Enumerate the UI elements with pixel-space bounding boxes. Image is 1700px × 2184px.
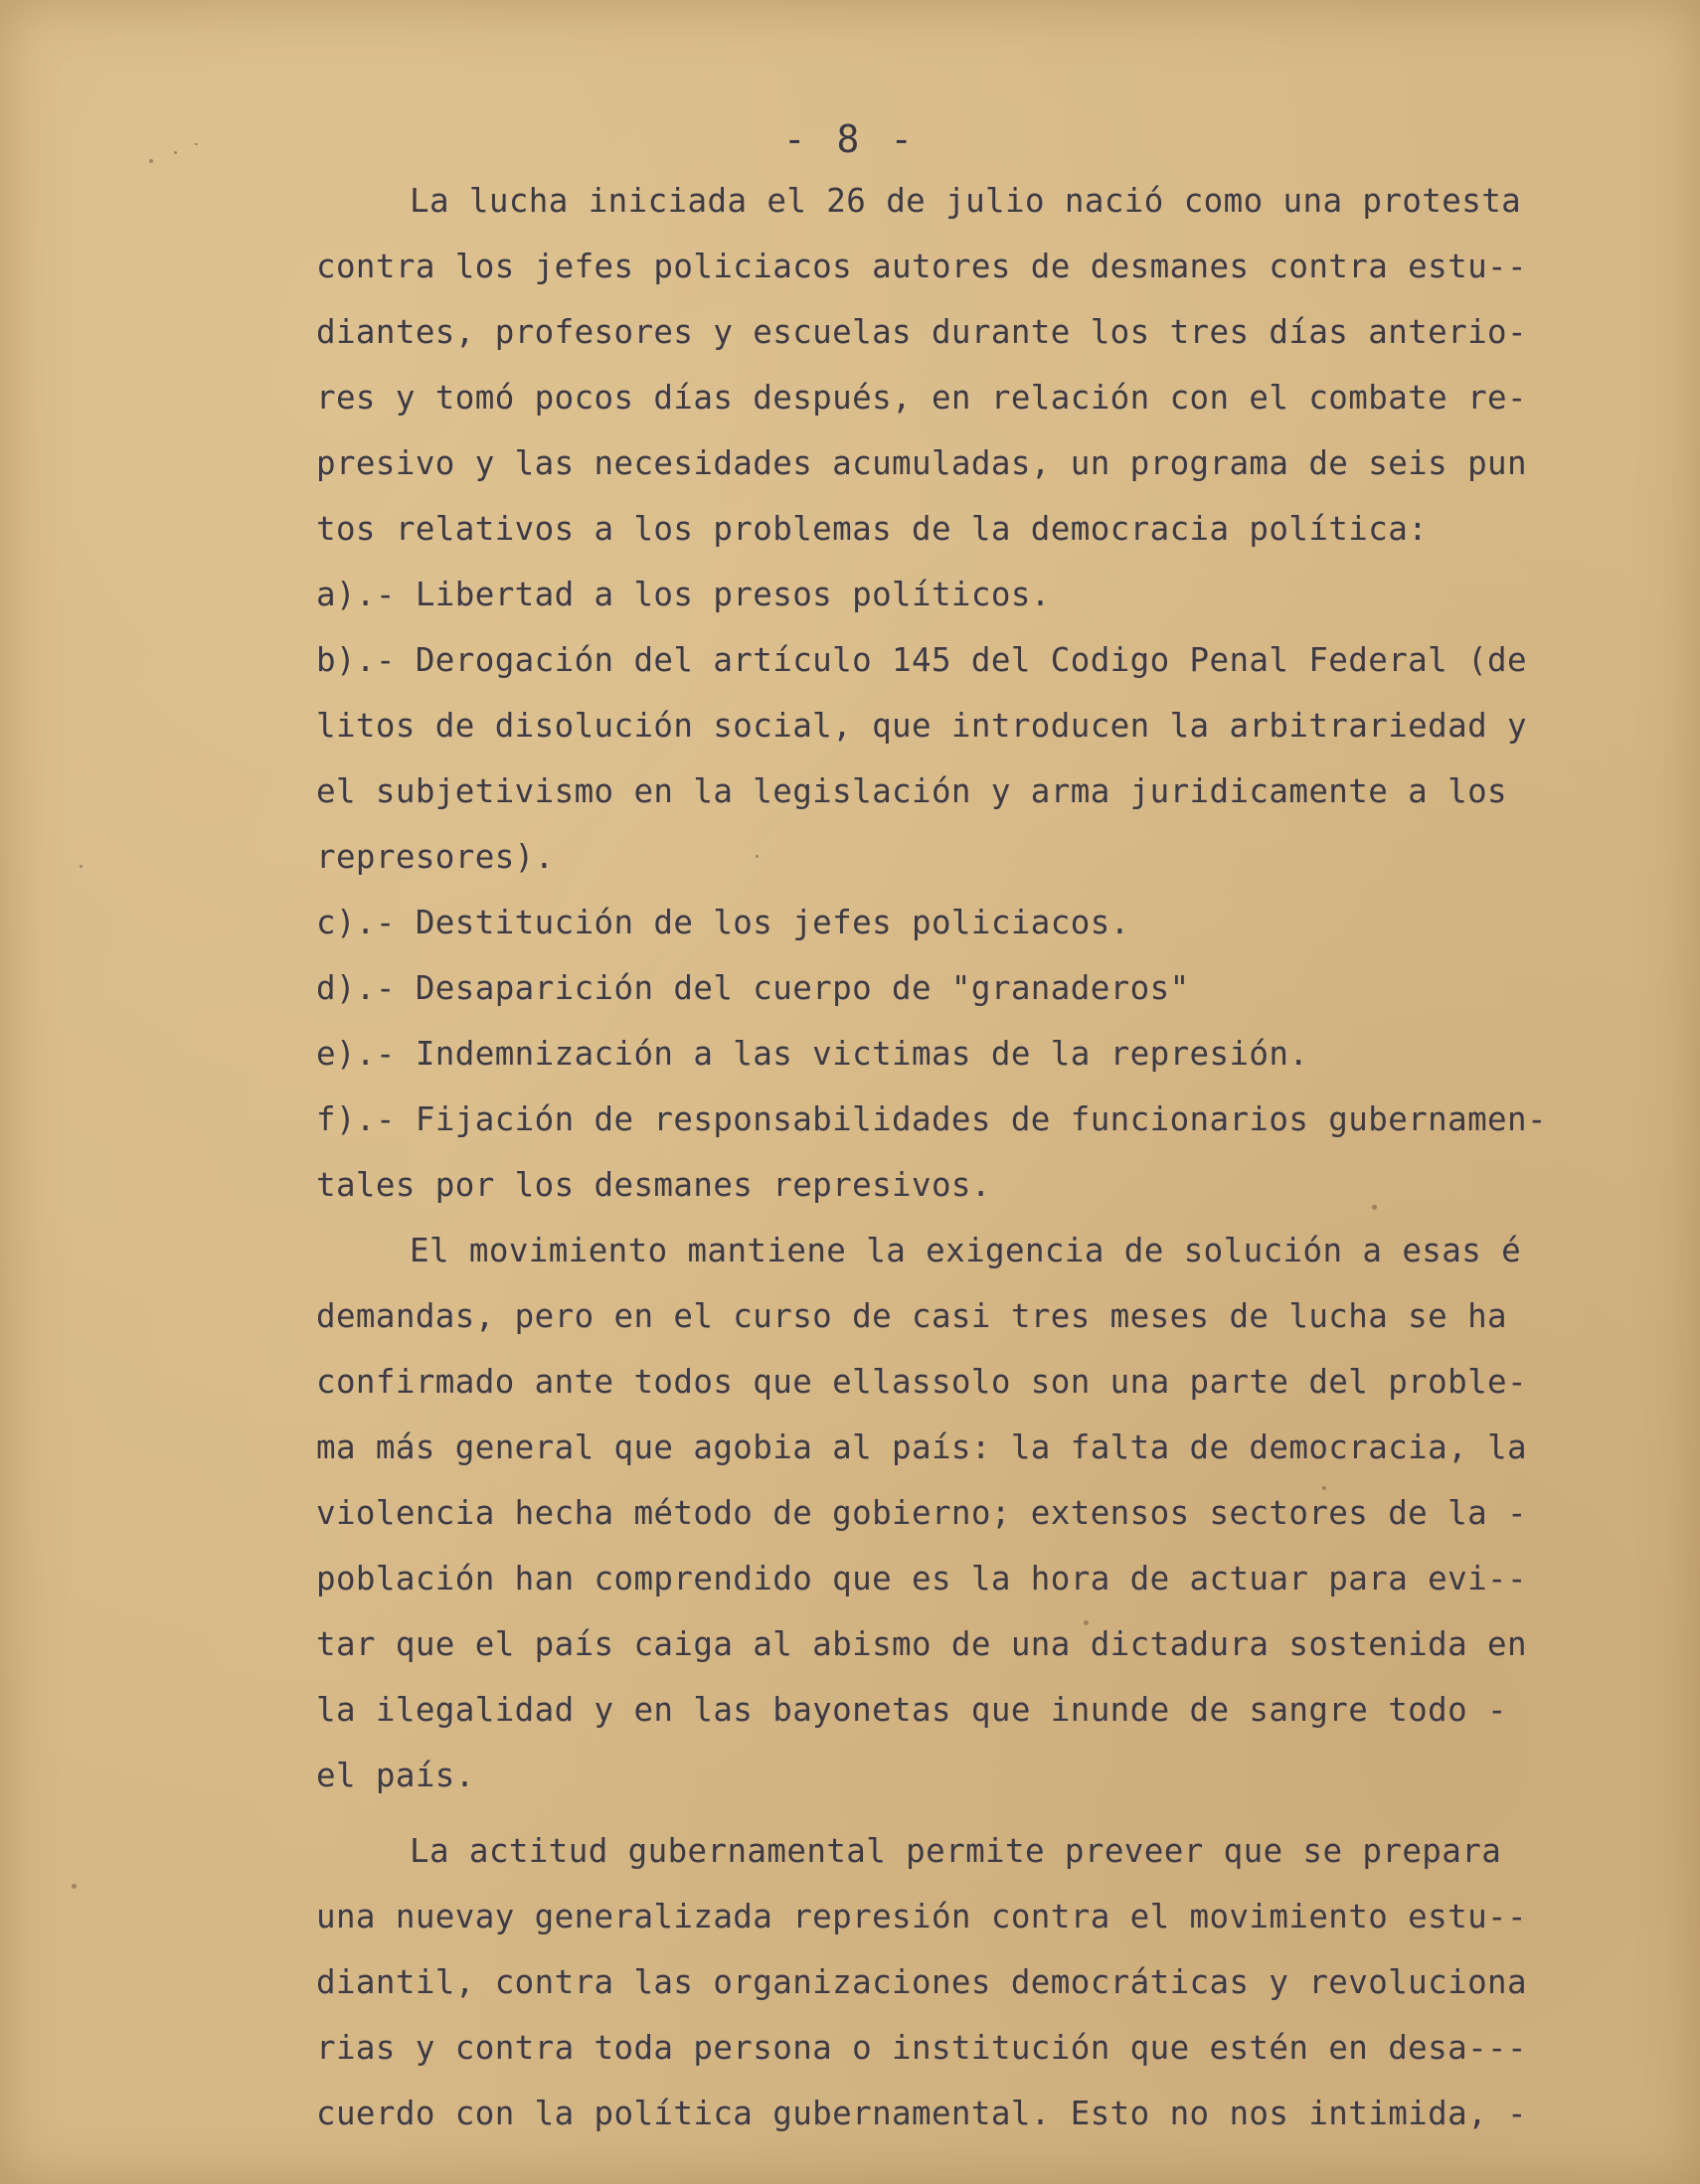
paper-speck: [72, 1884, 77, 1889]
paper-speck: [80, 865, 83, 868]
text-line: contra los jefes policiacos autores de desmanes contra estu--: [316, 248, 1527, 285]
paper-speck: [195, 143, 198, 145]
text-line: tar que el país caiga al abismo de una dictadura sostenida en: [316, 1625, 1527, 1663]
text-line: diantil, contra las organizaciones democráticas y revoluciona: [316, 1963, 1527, 2001]
paper-speck: [1084, 1620, 1089, 1625]
list-item-b: b).- Derogación del artículo 145 del Codigo Penal Federal (de: [316, 641, 1527, 679]
text-line: el subjetivismo en la legislación y arma juridicamente a los: [316, 772, 1507, 810]
text-line: violencia hecha método de gobierno; extensos sectores de la -: [316, 1494, 1527, 1532]
text-line: demandas, pero en el curso de casi tres meses de lucha se ha: [316, 1297, 1507, 1335]
paper-speck: [756, 855, 759, 858]
text-line: tales por los desmanes represivos.: [316, 1166, 991, 1204]
text-line: una nuevay generalizada represión contra el movimiento estu--: [316, 1898, 1527, 1935]
text-line: tos relativos a los problemas de la democracia política:: [316, 510, 1429, 548]
list-item-a: a).- Libertad a los presos políticos.: [316, 576, 1051, 613]
text-line: población han comprendido que es la hora de actuar para evi--: [316, 1560, 1527, 1597]
text-line: ma más general que agobia al país: la falta de democracia, la: [316, 1428, 1527, 1466]
list-item-f: f).- Fijación de responsabilidades de funcionarios gubernamen-: [316, 1100, 1547, 1138]
list-item-d: d).- Desaparición del cuerpo de "granaderos": [316, 969, 1190, 1007]
paper-speck: [149, 159, 153, 163]
text-line: confirmado ante todos que ellassolo son una parte del proble-: [316, 1363, 1527, 1401]
list-item-c: c).- Destitución de los jefes policiacos.: [316, 904, 1130, 941]
page-number: - 8 -: [782, 117, 918, 161]
list-item-e: e).- Indemnización a las victimas de la represión.: [316, 1035, 1309, 1073]
text-line: res y tomó pocos días después, en relación con el combate re-: [316, 379, 1527, 417]
text-line: represores).: [316, 838, 555, 876]
text-line: la ilegalidad y en las bayonetas que inunde de sangre todo -: [316, 1691, 1507, 1729]
text-line: litos de disolución social, que introducen la arbitrariedad y: [316, 707, 1527, 745]
text-line: diantes, profesores y escuelas durante los tres días anterio-: [316, 313, 1527, 351]
paper-speck: [1372, 1205, 1377, 1210]
text-line: cuerdo con la política gubernamental. Esto no nos intimida, -: [316, 2095, 1527, 2132]
text-line: La actitud gubernamental permite preveer que se prepara: [410, 1832, 1502, 1870]
paper-speck: [1322, 1486, 1326, 1490]
paper-speck: [174, 151, 177, 154]
text-line: La lucha iniciada el 26 de julio nació como una protesta: [410, 182, 1522, 220]
text-line: el país.: [316, 1757, 475, 1794]
text-line: presivo y las necesidades acumuladas, un programa de seis pun: [316, 444, 1527, 482]
text-line: El movimiento mantiene la exigencia de solución a esas é: [410, 1232, 1522, 1269]
text-line: rias y contra toda persona o institución que estén en desa---: [316, 2029, 1527, 2067]
